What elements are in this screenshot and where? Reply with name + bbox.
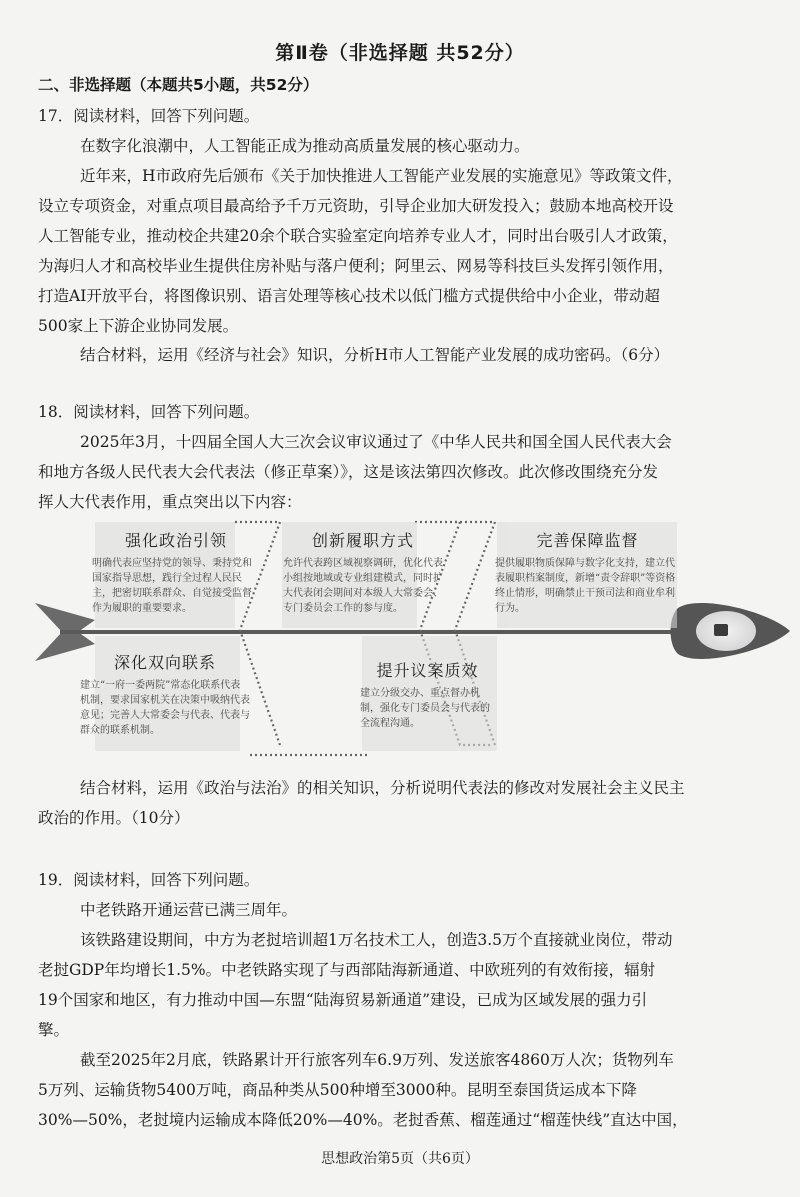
box-political-lead [92, 530, 260, 616]
box-text: 建立“一府一委两院”常态化联系代表机制，要求国家机关在决策中吸纳代表意见；完善人大常委会与代表、代表与群众的联系机制。 [80, 680, 250, 736]
page-title: 第Ⅱ卷（非选择题 共52分） [275, 42, 525, 64]
box-innovate-duty [283, 530, 443, 616]
box-motion-quality [360, 660, 495, 731]
box-text: 提供履职物质保障与数字化支持，建立代表履职档案制度，新增“责令辞职”等资格终止情形，明确禁止干预司法和商业牟利行为。 [495, 558, 676, 614]
q19-line: 截至2025年2月底，铁路累计开行旅客列车6.9万列、发送旅客4860万人次；货物列车 [80, 1051, 674, 1069]
q17-line: 500家上下游企业协同发展。 [38, 317, 239, 335]
q17-line: 打造AI开放平台，将图像识别、语言处理等核心技术以低门槛方式提供给中小企业，带动超 [38, 287, 660, 305]
box-heading: 完善保障监督 [536, 531, 639, 550]
box-heading: 创新履职方式 [311, 531, 414, 550]
fish-eye-center [714, 624, 728, 636]
box-heading: 提升议案质效 [376, 661, 479, 680]
q19-line: 老挝GDP年均增长1.5%。中老铁路实现了与西部陆海新通道、中欧班列的有效衔接，辐射 [38, 961, 656, 979]
q17-line: 近年来，H市政府先后颁布《关于加快推进人工智能产业发展的实施意见》等政策文件， [80, 167, 683, 185]
fish-spine [60, 630, 710, 634]
q17-task: 结合材料，运用《经济与社会》知识，分析H市人工智能产业发展的成功密码。（6分） [80, 346, 670, 364]
box-text: 建立分级交办、重点督办机制，强化专门委员会与代表的全流程沟通。 [360, 688, 490, 729]
fishbone-diagram [0, 500, 800, 770]
q19-line: 5万列、运输货物5400万吨，商品种类从500种增至3000种。昆明至泰国货运成本下降 [38, 1081, 637, 1099]
q17-line: 人工智能专业，推动校企共建20余个联合实验室定向培养专业人才，同时出台吸引人才政策， [38, 227, 678, 245]
q17-heading: 17．阅读材料，回答下列问题。 [38, 107, 260, 125]
box-heading: 强化政治引领 [124, 531, 227, 550]
q18-line: 2025年3月，十四届全国人大三次会议审议通过了《中华人民共和国全国人民代表大会 [80, 433, 672, 451]
q18-task: 政治的作用。（10分） [38, 809, 190, 827]
q18-task: 结合材料，运用《政治与法治》的相关知识，分析说明代表法的修改对发展社会主义民主 [80, 779, 685, 797]
q18-line: 和地方各级人民代表大会代表法（修正草案）》，这是该法第四次修改。此次修改围绕充分发 [38, 463, 659, 481]
section-heading: 二、非选择题（本题共5小题，共52分） [38, 76, 319, 94]
q19-line: 19个国家和地区，有力推动中国—东盟“陆海贸易新通道”建设，已成为区域发展的强力引 [38, 991, 648, 1009]
q18-heading: 18．阅读材料，回答下列问题。 [38, 403, 260, 421]
q19-heading: 19．阅读材料，回答下列问题。 [38, 871, 260, 889]
q19-line: 擎。 [38, 1021, 70, 1039]
q19-line: 中老铁路开通运营已满三周年。 [80, 901, 298, 919]
box-two-way-contact [80, 652, 250, 738]
box-heading: 深化双向联系 [113, 653, 216, 672]
q17-line: 在数字化浪潮中，人工智能正成为推动高质量发展的核心驱动力。 [80, 137, 530, 155]
q19-line: 30%—50%，老挝境内运输成本降低20%—40%。老挝香蕉、榴莲通过“榴莲快线”直达中国， [38, 1111, 688, 1129]
box-text: 明确代表应坚持党的领导、秉持党和国家指导思想，践行全过程人民民主，把密切联系群众、自觉接受监督作为履职的重要要求。 [92, 558, 252, 614]
page-footer: 思想政治第5页（共6页） [321, 1151, 479, 1167]
q17-line: 设立专项资金，对重点项目最高给予千万元资助，引导企业加大研发投入；鼓励本地高校开设 [38, 197, 674, 215]
box-guarantee-supervision [495, 530, 680, 616]
box-text: 允许代表跨区域视察调研，优化代表小组按地域或专业组建模式，同时扩大代表闭会期间对本级人大常委会、专门委员会工作的参与度。 [283, 558, 443, 614]
q18-line: 挥人大代表作用，重点突出以下内容： [38, 493, 302, 511]
q19-line: 该铁路建设期间，中方为老挝培训超1万名技术工人，创造3.5万个直接就业岗位，带动 [80, 931, 673, 949]
q17-line: 为海归人才和高校毕业生提供住房补贴与落户便利；阿里云、网易等科技巨头发挥引领作用， [38, 257, 674, 275]
